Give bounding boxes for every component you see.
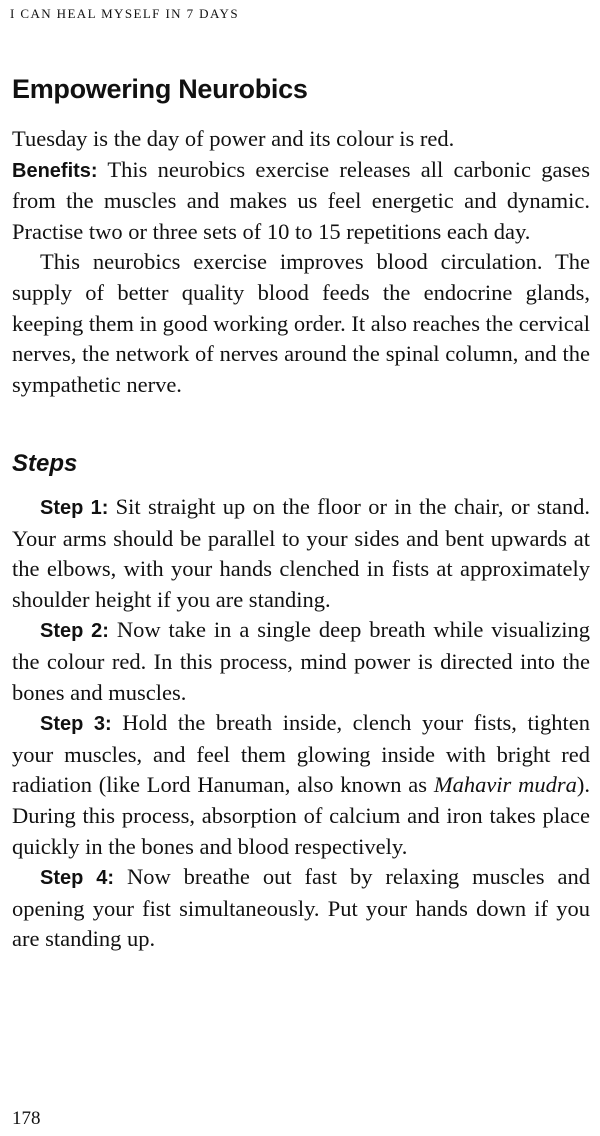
step-3-label: Step 3: bbox=[40, 713, 112, 736]
step-4 bbox=[12, 862, 590, 955]
intro-paragraph bbox=[12, 124, 590, 155]
steps-list bbox=[12, 492, 590, 955]
step-2 bbox=[12, 615, 590, 708]
page-number: 178 bbox=[12, 1108, 41, 1129]
running-head: I CAN HEAL MYSELF IN 7 DAYS bbox=[10, 6, 239, 21]
step-1-text: Sit straight up on the floor or in the chair, or stand. Your arms should be parallel to your sides and bent upwards at the elbows, with your hands clenched in fists at approximately shoulder height if you are standing. bbox=[12, 494, 590, 612]
step-1-label: Step 1: bbox=[40, 497, 109, 519]
step-2-label: Step 2: bbox=[40, 620, 109, 643]
benefits-text: This neurobics exercise releases all carbonic gases from the muscles and makes us feel energetic and dynamic. Practise two or three sets of 10 to 15 repetitions each day. bbox=[12, 156, 590, 244]
step-4-label: Step 4: bbox=[40, 867, 115, 890]
step-3-text-after: ). During this process, absorption of calcium and iron takes place quickly in the bones and blood respectively. bbox=[12, 772, 590, 859]
circulation-paragraph: This neurobics exercise improves blood circulation. The supply of better quality blood feeds the endocrine glands, keeping them in good working order. It also reaches the cervical nerves, the network of nerves around the spinal column, and the sympathetic nerve. bbox=[12, 249, 590, 397]
benefits-paragraph bbox=[12, 155, 590, 248]
intro-text: Tuesday is the day of power and its colour is red. bbox=[12, 126, 455, 151]
section-heading: Empowering Neurobics bbox=[12, 74, 308, 104]
benefits-label: Benefits: bbox=[12, 159, 98, 182]
steps-heading: Steps bbox=[12, 450, 78, 477]
body-text bbox=[12, 124, 590, 400]
step-4-text: Now breathe out fast by relaxing muscles and opening your fist simultaneously. Put your hands down if you are standing up. bbox=[12, 864, 590, 952]
step-2-text: Now take in a single deep breath while visualizing the colour red. In this process, mind power is directed into the bones and muscles. bbox=[12, 617, 590, 705]
step-1 bbox=[12, 492, 590, 615]
step-3 bbox=[12, 708, 590, 862]
step-3-text-before: Hold the breath inside, clench your fists, tighten your muscles, and feel them glowing inside with bright red radiation (like Lord Hanuman, also known as bbox=[12, 710, 591, 798]
step-3-italic-term: Mahavir mudra bbox=[433, 772, 577, 798]
